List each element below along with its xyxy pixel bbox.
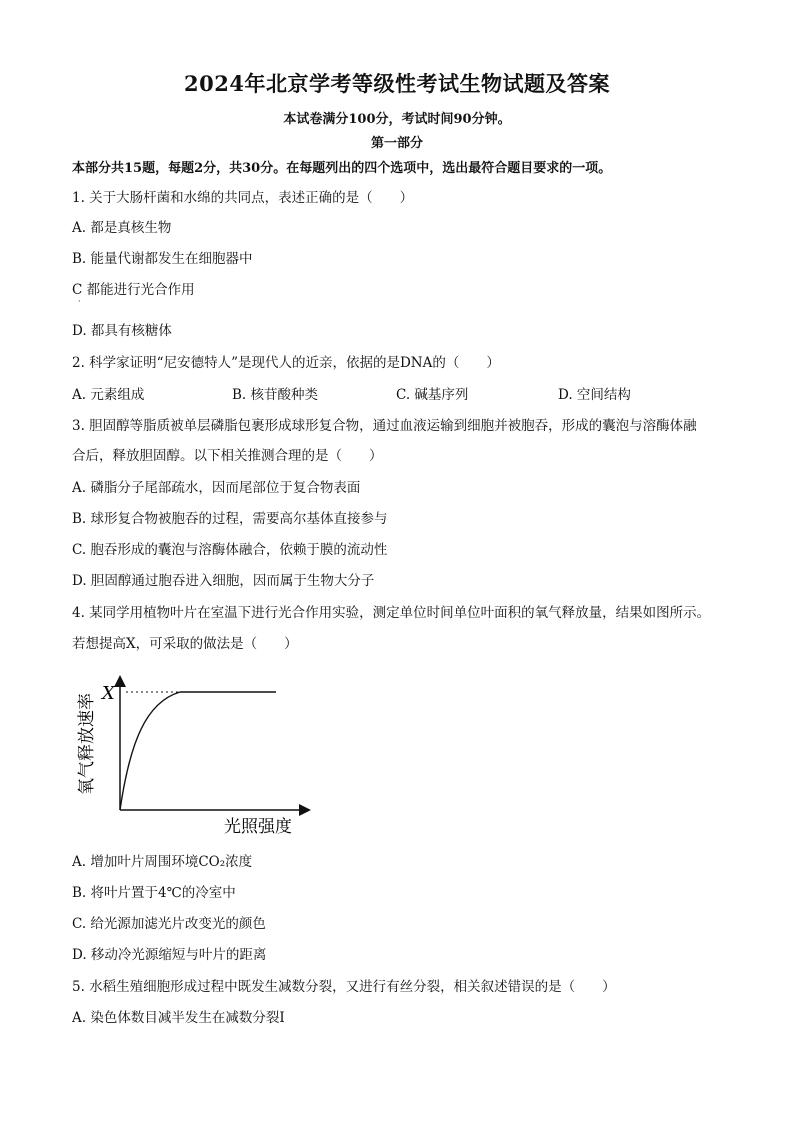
page-title: 2024年北京学考等级性考试生物试题及答案 (184, 71, 610, 96)
question-1-stem: 1. 关于大肠杆菌和水绵的共同点，表述正确的是（ ） (72, 190, 414, 206)
question-2-option-b: B. 核苷酸种类 (232, 387, 319, 403)
question-5-option-a: A. 染色体数目减半发生在减数分裂Ⅰ (72, 1010, 285, 1026)
instructions: 本部分共15题，每题2分，共30分。在每题列出的四个选项中，选出最符合题目要求的一项。 (72, 161, 612, 176)
y-axis-label: 氧气释放速率 (77, 693, 97, 795)
question-4-option-b: B. 将叶片置于4℃的冷室中 (72, 885, 236, 901)
question-2-option-c: C. 碱基序列 (396, 387, 469, 403)
plateau-x-label: X (102, 683, 115, 704)
section-heading: 第一部分 (370, 136, 423, 151)
question-2-option-d: D. 空间结构 (558, 387, 631, 403)
question-3-option-d: D. 胆固醇通过胞吞进入细胞，因而属于生物大分子 (72, 573, 375, 589)
question-4-option-a: A. 增加叶片周围环境CO₂浓度 (72, 854, 253, 870)
question-2-stem: 2. 科学家证明“尼安德特人”是现代人的近亲，依据的是DNA的（ ） (72, 355, 500, 371)
x-axis-label: 光照强度 (224, 817, 292, 837)
question-2-option-a: A. 元素组成 (72, 387, 145, 403)
question-4-stem-line-2: 若想提高X，可采取的做法是（ ） (72, 636, 298, 652)
question-4-option-d: D. 移动冷光源缩短与叶片的距离 (72, 947, 267, 963)
question-4-stem-line-1: 4. 某同学用植物叶片在室温下进行光合作用实验，测定单位时间单位叶面积的氧气释放量，结果如图所示。 (72, 605, 711, 621)
question-1-option-c: C 都能进行光合作用 (72, 282, 195, 298)
question-1-option-a: A. 都是真核生物 (72, 220, 172, 236)
option-c-dot-mark: · (78, 297, 81, 306)
exam-meta: 本试卷满分100分，考试时间90分钟。 (283, 112, 511, 127)
question-3-option-b: B. 球形复合物被胞吞的过程，需要高尔基体直接参与 (72, 511, 388, 527)
question-1-option-d: D. 都具有核糖体 (72, 323, 172, 339)
oxygen-release-chart (68, 672, 328, 842)
question-3-stem-line-1: 3. 胆固醇等脂质被单层磷脂包裹形成球形复合物，通过血液运输到细胞并被胞吞，形成的囊泡与溶酶体融 (72, 418, 697, 434)
question-4-option-c: C. 给光源加滤光片改变光的颜色 (72, 916, 266, 932)
question-3-option-c: C. 胞吞形成的囊泡与溶酶体融合，依赖于膜的流动性 (72, 542, 388, 558)
question-3-stem-line-2: 合后，释放胆固醇。以下相关推测合理的是（ ） (72, 448, 383, 464)
question-1-option-b: B. 能量代谢都发生在细胞器中 (72, 251, 253, 267)
saturation-curve (120, 692, 276, 810)
question-5-stem: 5. 水稻生殖细胞形成过程中既发生减数分裂，又进行有丝分裂，相关叙述错误的是（ ） (72, 979, 616, 995)
question-3-option-a: A. 磷脂分子尾部疏水，因而尾部位于复合物表面 (72, 480, 361, 496)
